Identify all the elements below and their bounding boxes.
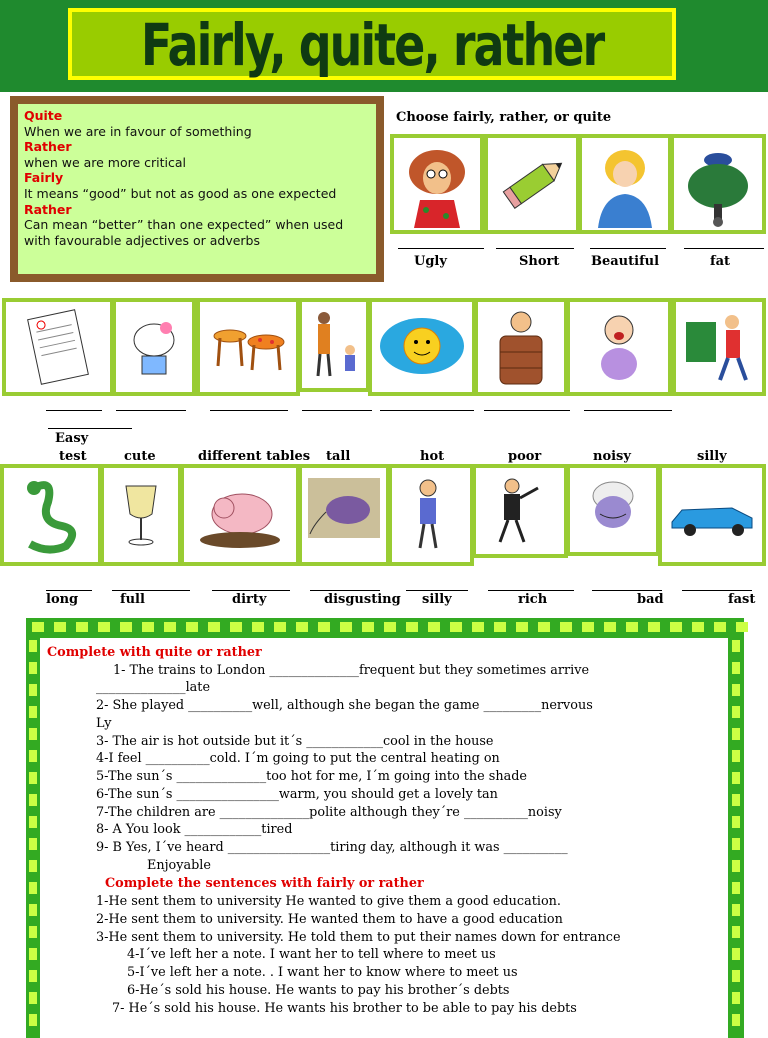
word-label: different tables: [198, 449, 311, 464]
noisy-baby-picture: [566, 298, 672, 396]
word-label: noisy: [593, 449, 631, 464]
tall-short-people-picture: [298, 298, 370, 392]
paper-icon: [6, 302, 110, 392]
exercise-line: Enjoyable: [147, 858, 211, 873]
answer-blank[interactable]: [682, 590, 752, 591]
border-dash: [516, 622, 528, 632]
border-dash: [208, 622, 220, 632]
answer-blank[interactable]: [212, 590, 290, 591]
word-label: bad: [637, 592, 664, 607]
border-dash: [29, 816, 37, 828]
exercise-line: 6-He´s sold his house. He wants to pay his brother´s debts: [127, 983, 510, 998]
disgusting-rat-picture: [298, 464, 390, 566]
exercise-line: Ly: [96, 716, 112, 731]
border-dash: [274, 622, 286, 632]
border-dash: [318, 622, 330, 632]
exercise-line: 9- B Yes, I´ve heard ________________tiring day, although it was __________: [96, 840, 568, 855]
border-dash: [29, 662, 37, 674]
word-label: long: [46, 592, 79, 607]
exercise-line: 2- She played __________well, although she began the game _________nervous: [96, 698, 593, 713]
border-dash: [732, 948, 740, 960]
border-dash: [252, 622, 264, 632]
silly-man-icon: [392, 468, 470, 562]
beautiful-woman-picture: [578, 134, 672, 234]
word-label: Beautiful: [591, 254, 660, 269]
tables-icon: [200, 302, 296, 392]
border-dash: [732, 1014, 740, 1026]
answer-blank[interactable]: [46, 590, 92, 591]
rule-word: Rather: [24, 201, 72, 217]
kitty-icon: [116, 302, 192, 392]
answer-blank[interactable]: [484, 410, 570, 411]
pencil-icon: [488, 138, 576, 230]
rules-panel: [18, 104, 376, 274]
rule-text: It means “good” but not as good as one expected: [24, 185, 337, 201]
border-dash: [732, 794, 740, 806]
border-dash: [406, 622, 418, 632]
silly-man-picture: [388, 464, 474, 566]
border-dash: [54, 622, 66, 632]
border-dash: [29, 970, 37, 982]
answer-blank[interactable]: [210, 410, 288, 411]
border-dash: [29, 750, 37, 762]
answer-blank[interactable]: [584, 410, 672, 411]
border-dash: [538, 622, 550, 632]
border-dash: [732, 640, 740, 652]
exercise2-heading: Complete the sentences with fairly or rather: [105, 876, 424, 891]
title-box: [68, 8, 676, 80]
cute-kitty-picture: [112, 298, 196, 396]
border-dash: [296, 622, 308, 632]
word-label: cute: [124, 449, 156, 464]
border-dash: [76, 622, 88, 632]
border-dash: [732, 992, 740, 1004]
exercise-line: 4-I´ve left her a note. I want her to tell where to meet us: [127, 947, 496, 962]
exercise-line: 4-I feel __________cold. I´m going to put the central heating on: [96, 751, 500, 766]
border-dash: [428, 622, 440, 632]
answer-blank[interactable]: [592, 590, 662, 591]
border-dash: [29, 728, 37, 740]
exercise-line: 1-He sent them to university He wanted to give them a good education.: [96, 894, 561, 909]
choose-heading: Choose fairly, rather, or quite: [396, 110, 612, 125]
full-glass-picture: [100, 464, 182, 566]
border-dash: [732, 662, 740, 674]
answer-blank[interactable]: [112, 590, 190, 591]
answer-blank[interactable]: [310, 590, 380, 591]
border-dash: [732, 706, 740, 718]
rule-text: when we are more critical: [24, 154, 187, 170]
border-dash: [29, 684, 37, 696]
word-label: full: [120, 592, 145, 607]
rules-box: [10, 96, 384, 282]
word-label: fast: [728, 592, 756, 607]
word-label: poor: [508, 449, 542, 464]
border-dash: [560, 622, 572, 632]
rich-man-picture: [472, 464, 568, 558]
border-dash: [120, 622, 132, 632]
border-dash: [732, 860, 740, 872]
exercise-line: ______________late: [96, 680, 211, 695]
snake-icon: [4, 468, 98, 562]
border-dash: [29, 904, 37, 916]
border-dash: [29, 860, 37, 872]
word-label: Easy: [55, 431, 89, 446]
border-dash: [164, 622, 176, 632]
exercise-line: 3- The air is hot outside but it´s ____________cool in the house: [96, 734, 494, 749]
exercise-line: 3-He sent them to university. He told them to put their names down for entrance: [96, 930, 621, 945]
rule-word: Rather: [24, 139, 72, 155]
rule-word: Quite: [24, 108, 63, 123]
baby-icon: [570, 302, 668, 392]
exercise-line: 8- A You look ____________tired: [96, 822, 293, 837]
bad-witch-picture: [566, 464, 660, 556]
border-dash: [732, 882, 740, 894]
exercise-line: 5-I´ve left her a note. . I want her to know where to meet us: [127, 965, 518, 980]
long-snake-picture: [0, 464, 102, 566]
border-dash: [362, 622, 374, 632]
test-paper-picture: [2, 298, 114, 396]
border-dash: [648, 622, 660, 632]
witch-icon: [570, 468, 656, 552]
poor-man-icon: [478, 302, 564, 392]
border-dash: [450, 622, 462, 632]
people-icon: [302, 302, 366, 388]
border-dash: [98, 622, 110, 632]
border-dash: [340, 622, 352, 632]
answer-blank[interactable]: [380, 410, 474, 411]
word-label: dirty: [232, 592, 267, 607]
border-dash: [732, 926, 740, 938]
word-label: silly: [697, 449, 727, 464]
rat-icon: [302, 468, 386, 562]
border-dash: [626, 622, 638, 632]
border-dash: [384, 622, 396, 632]
poor-man-picture: [474, 298, 568, 396]
exercise-line: 1- The trains to London ______________frequent but they sometimes arrive: [113, 663, 590, 678]
border-dash: [732, 904, 740, 916]
border-dash: [142, 622, 154, 632]
exercise-line: 6-The sun´s ________________warm, you should get a lovely tan: [96, 787, 498, 802]
border-dash: [732, 970, 740, 982]
answer-blank[interactable]: [46, 410, 102, 411]
word-label: test: [59, 449, 87, 464]
border-dash: [604, 622, 616, 632]
border-dash: [29, 926, 37, 938]
answer-blank[interactable]: [302, 410, 372, 411]
border-dash: [736, 622, 748, 632]
border-dash: [494, 622, 506, 632]
border-dash: [186, 622, 198, 632]
word-label: rich: [518, 592, 548, 607]
border-dash: [29, 794, 37, 806]
ugly-woman-picture: [390, 134, 484, 234]
answer-blank[interactable]: [398, 248, 484, 249]
exercise-line: 7-The children are ______________polite although they´re __________noisy: [96, 805, 562, 820]
sun-icon: [372, 302, 472, 392]
border-dash: [472, 622, 484, 632]
answer-blank[interactable]: [116, 410, 186, 411]
border-dash: [732, 750, 740, 762]
exercise-line: 5-The sun´s ______________too hot for me, I´m going into the shade: [96, 769, 527, 784]
word-label: hot: [420, 449, 445, 464]
exercise-line: 2-He sent them to university. He wanted them to have a good education: [96, 912, 563, 927]
border-dash: [29, 882, 37, 894]
answer-blank[interactable]: [684, 248, 764, 249]
word-label: fat: [710, 254, 731, 269]
answer-blank[interactable]: [488, 590, 574, 591]
border-dash: [692, 622, 704, 632]
silly-men-picture: [672, 298, 766, 396]
word-label: tall: [326, 449, 351, 464]
word-label: silly: [422, 592, 452, 607]
silly-men-icon: [676, 302, 762, 392]
exercise1-heading: Complete with quite or rather: [47, 645, 262, 660]
answer-blank[interactable]: [590, 248, 666, 249]
border-dash: [29, 1014, 37, 1026]
short-pencil-picture: [484, 134, 580, 234]
border-dash: [29, 772, 37, 784]
exercise-line: 7- He´s sold his house. He wants his brother to be able to pay his debts: [112, 1001, 577, 1016]
border-dash: [29, 948, 37, 960]
glass-icon: [104, 468, 178, 562]
border-dash: [29, 838, 37, 850]
border-dash: [732, 728, 740, 740]
word-label: disgusting: [324, 592, 401, 607]
woman-icon: [582, 138, 668, 230]
fat-man-icon: [674, 138, 762, 230]
fat-man-picture: [670, 134, 766, 234]
hot-sun-picture: [368, 298, 476, 396]
rule-text: When we are in favour of something: [24, 123, 252, 139]
answer-blank[interactable]: [496, 248, 574, 249]
border-dash: [670, 622, 682, 632]
border-dash: [582, 622, 594, 632]
dirty-pig-picture: [180, 464, 300, 566]
rich-man-icon: [476, 468, 564, 554]
pig-icon: [184, 468, 296, 562]
fast-car-picture: [658, 464, 766, 566]
border-dash: [32, 622, 44, 632]
border-dash: [732, 838, 740, 850]
answer-blank[interactable]: [406, 590, 468, 591]
tables-picture: [196, 298, 300, 396]
border-dash: [732, 772, 740, 784]
border-dash: [732, 816, 740, 828]
word-label: Short: [519, 254, 560, 269]
border-dash: [732, 684, 740, 696]
border-dash: [29, 706, 37, 718]
border-dash: [29, 992, 37, 1004]
border-dash: [230, 622, 242, 632]
ugly-woman-icon: [394, 138, 480, 230]
border-dash: [29, 640, 37, 652]
rule-text: Can mean “better” than one expected” when used with favourable adjectives or adverbs: [24, 217, 344, 248]
page-title: Fairly, quite, rather: [140, 11, 604, 79]
car-icon: [662, 468, 762, 562]
rule-word: Fairly: [24, 170, 64, 186]
border-dash: [714, 622, 726, 632]
word-label: Ugly: [414, 254, 447, 269]
answer-blank[interactable]: [48, 428, 132, 429]
